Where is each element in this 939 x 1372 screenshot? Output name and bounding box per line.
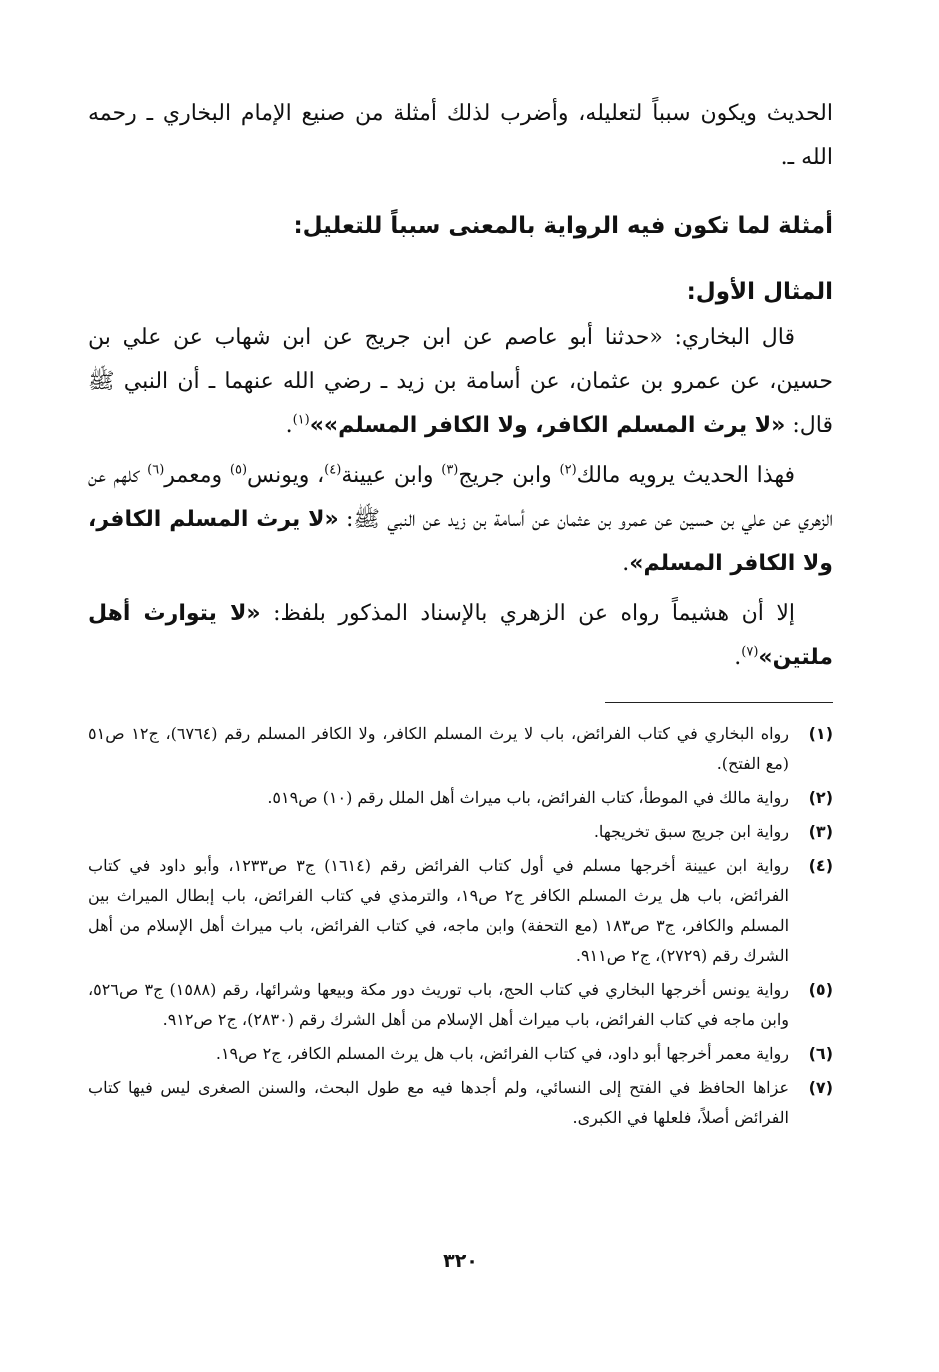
paragraph-end: . — [622, 551, 630, 576]
footnote-item — [88, 719, 833, 779]
paragraph2-part: وابن جريج — [458, 463, 560, 488]
footnote-ref[interactable]: (٧) — [741, 644, 759, 660]
footnote-text: رواية يونس أخرجها البخاري في كتاب الحج، باب توريث دور مكة وبيعها وشرائها، رقم (١٥٨٨) ج٣ ص٥٢٦، وابن ماجه في كتاب الفرائض، باب ميراث أهل الإسلام من أهل الشرك رقم (٢٨٣٠)، ج٢ ص٩١٢. — [88, 980, 790, 1029]
paragraph2-part: ، ويونس — [247, 463, 325, 488]
footnote-text: رواية معمر أخرجها أبو داود، في كتاب الفرائض، باب هل يرث المسلم الكافر، ج٢ ص١٩. — [215, 1044, 789, 1063]
footnote-ref[interactable]: (١) — [292, 412, 310, 428]
footnote-number: (٥) — [808, 980, 833, 999]
paragraph1-text: قال البخاري: «حدثنا أبو عاصم عن ابن جريج عن ابن شهاب عن علي بن حسين، عن عمرو بن عثمان، عن أسامة بن زيد ـ رضي الله عنهما ـ أن النبي ﷺ قال: — [88, 325, 833, 438]
footnote-text: رواية ابن جريج سبق تخريجها. — [593, 822, 789, 841]
footnote-separator — [605, 702, 833, 703]
footnote-ref[interactable]: (٥) — [229, 462, 248, 478]
document-page — [88, 92, 833, 1292]
hadith-text: «لا يرث المسلم الكافر، ولا الكافر المسلم»» — [309, 413, 786, 438]
footnote-ref[interactable]: (٣) — [441, 462, 459, 478]
hadith-text: «لا يتوارث أهل ملتين» — [88, 601, 833, 670]
page-number: ٣٢٠ — [443, 1250, 478, 1272]
footnote-number: (٧) — [808, 1078, 833, 1097]
footnote-number: (٣) — [808, 822, 833, 841]
bukhari-narration-paragraph — [88, 316, 833, 448]
paragraph2-part: فهذا الحديث يرويه مالك — [576, 463, 796, 488]
footnote-number: (١) — [808, 724, 833, 743]
footnote-ref[interactable]: (٤) — [324, 462, 342, 478]
footnote-number: (٦) — [808, 1044, 833, 1063]
hadith-text: «لا يرث المسلم الكافر، ولا الكافر المسلم» — [88, 507, 833, 576]
footnote-item — [88, 851, 833, 971]
section-heading: أمثلة لما تكون فيه الرواية بالمعنى سبباً للتعليل: — [293, 213, 833, 239]
footnote-text: رواية ابن عيينة أخرجها مسلم في أول كتاب الفرائض رقم (١٦١٤) ج٣ ص١٢٣٣، وأبو داود في كتاب الفرائض، باب هل يرث المسلم الكافر ج٢ ص١٩، والترمذي في كتاب الفرائض، باب إبطال الميراث بين المسلم والكافر، ج٣ ص١٨٣ (مع التحفة) وابن ماجه، في كتاب الفرائض، باب ميراث أهل الإسلام من أهل الشرك رقم (٢٧٢٩)، ج٢ ص٩١١. — [88, 856, 790, 965]
footnote-item — [88, 1073, 833, 1133]
footnote-item — [88, 817, 833, 847]
footnote-item — [88, 1039, 833, 1069]
footnote-item — [88, 975, 833, 1035]
footnote-text: رواه البخاري في كتاب الفرائض، باب لا يرث المسلم الكافر، ولا الكافر المسلم رقم (٦٧٦٤)، ج١٢ ص٥١ (مع الفتح). — [88, 724, 790, 773]
paragraph-end: . — [285, 413, 293, 438]
footnote-text: عزاها الحافظ في الفتح إلى النسائي، ولم أجدها فيه مع طول البحث، والسنن الصغرى ليس فيها كتاب الفرائض أصلاً، فلعلها في الكبرى. — [88, 1078, 789, 1127]
paragraph2-part: وابن عيينة — [341, 463, 442, 488]
footnote-number: (٢) — [808, 788, 833, 807]
intro-paragraph: الحديث ويكون سبباً لتعليله، وأضرب لذلك أمثلة من صنيع الإمام البخاري ـ رحمه الله ـ. — [88, 101, 833, 170]
footnote-number: (٤) — [808, 856, 833, 875]
hushaim-paragraph — [88, 592, 833, 680]
footnote-text: رواية مالك في الموطأ، كتاب الفرائض، باب ميراث أهل الملل رقم (١٠) ص٥١٩. — [267, 788, 789, 807]
footnote-item — [88, 783, 833, 813]
footnote-ref[interactable]: (٢) — [559, 462, 577, 478]
paragraph3-text: إلا أن هشيماً رواه عن الزهري بالإسناد المذكور بلفظ: — [260, 601, 795, 626]
example-heading: المثال الأول: — [686, 279, 833, 305]
paragraph2-part: كلهم عن الزهري عن علي بن حسين عن عمرو بن عثمان عن أسامة بن زيد عن النبي ﷺ: — [88, 463, 833, 532]
paragraph-end: . — [734, 645, 742, 670]
footnotes-list — [88, 719, 833, 1133]
footnote-ref[interactable]: (٦) — [147, 462, 165, 478]
paragraph2-part: ومعمر — [164, 463, 230, 488]
narrators-paragraph — [88, 454, 833, 586]
